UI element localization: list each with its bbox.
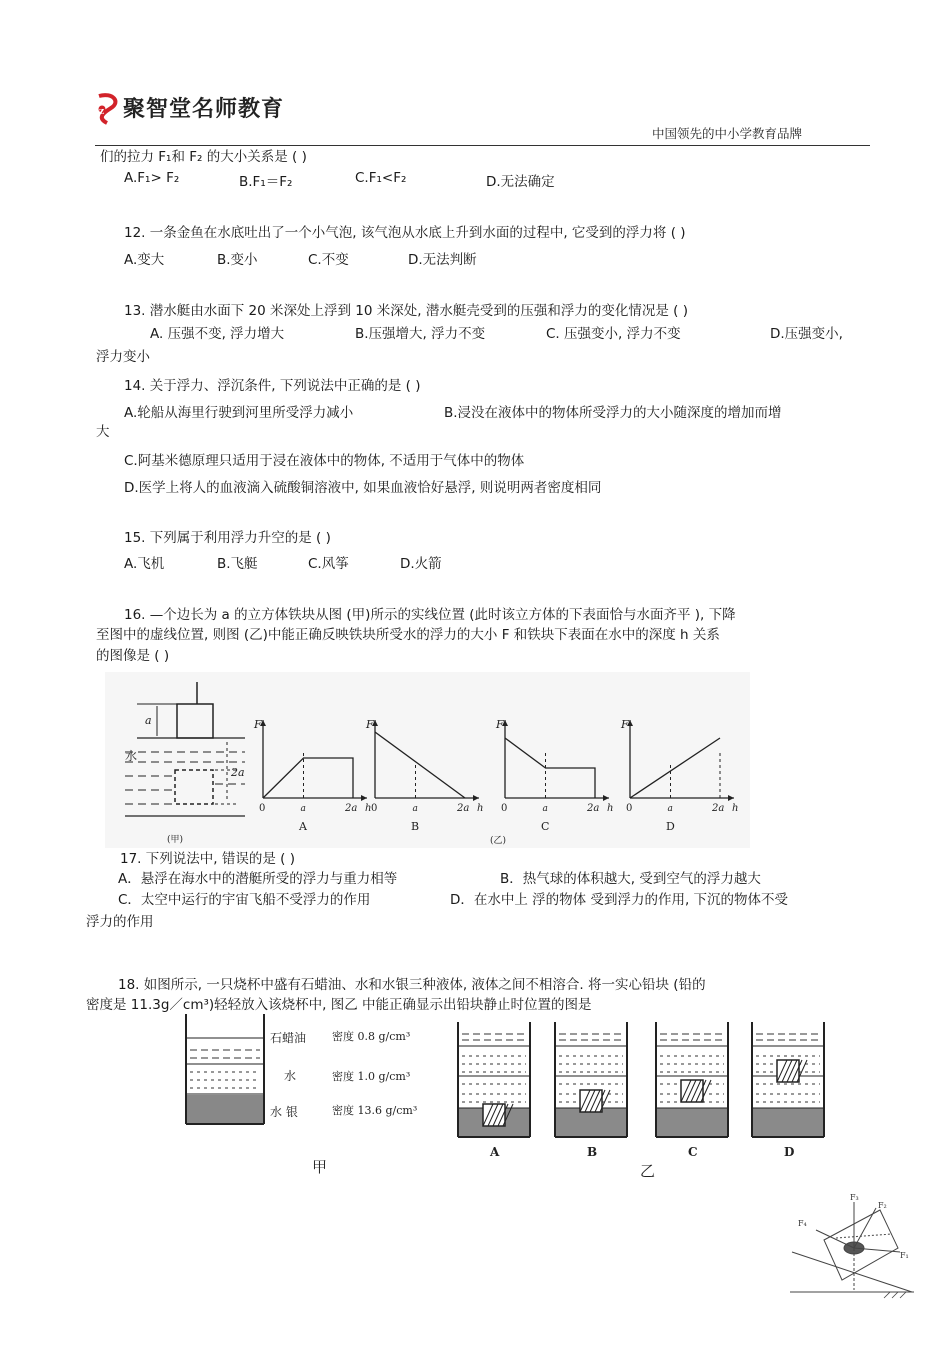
origin-label: 0	[501, 803, 508, 814]
q13-option-d: D.压强变小,	[770, 326, 843, 342]
origin-label: 0	[371, 803, 378, 814]
tick-a-label: a	[542, 804, 548, 814]
q11-stem: 们的拉力 F₁和 F₂ 的大小关系是 ( )	[100, 149, 307, 165]
q17-option-c: C．太空中运行的宇宙飞船不受浮力的作用	[118, 892, 371, 908]
q12-option-c: C.不变	[308, 252, 349, 268]
q14-option-b: B.浸没在液体中的物体所受浮力的大小随深度的增加而增	[444, 405, 782, 421]
force-f4-label: F₄	[798, 1219, 807, 1228]
q14-option-b-tail: 大	[96, 424, 110, 440]
q18-line1: 18. 如图所示, 一只烧杯中盛有石蜡油、水和水银三种液体, 液体之间不相溶合. 将一实心铅块 (铅的	[118, 977, 706, 993]
q18-beaker-d	[752, 1022, 824, 1159]
q16-jia-label: (甲)	[167, 835, 184, 845]
q15-option-c: C.风筝	[308, 556, 349, 572]
force-f1-label: F₁	[900, 1251, 909, 1260]
q16-2a-label: 2a	[231, 766, 245, 779]
q16-line2: 至图中的虚线位置, 则图 (乙)中能正确反映铁块所受水的浮力的大小 F 和铁块下表面在水中的深度 h 关系	[96, 627, 720, 643]
axis-f-label: F	[496, 718, 504, 731]
tick-a-label: a	[412, 804, 418, 814]
graph-option-label: A	[299, 820, 307, 833]
q16-figure	[105, 672, 750, 848]
beaker-option-label: C	[688, 1145, 698, 1159]
logo-swirl-icon	[93, 92, 123, 126]
q17-option-a: A．悬浮在海水中的潜艇所受的浮力与重力相等	[118, 871, 398, 887]
q16-water-label: 水	[125, 749, 138, 763]
q18-liquid-0-name: 石蜡油	[270, 1031, 307, 1045]
q18-line2: 密度是 11.3g／cm³)轻轻放入该烧杯中, 图乙 中能正确显示出铅块静止时位置的图是	[86, 997, 592, 1013]
graph-option-label: B	[411, 820, 420, 833]
q18-liquid-1-density: 密度 1.0 g/cm³	[332, 1070, 411, 1083]
q18-liquid-1-name: 水	[284, 1069, 297, 1083]
q11-option-d: D.无法确定	[486, 174, 555, 190]
q12-stem: 12. 一条金鱼在水底吐出了一个小气泡, 该气泡从水底上升到水面的过程中, 它受到的浮力将 ( )	[124, 225, 686, 241]
logo-text: 聚智堂名师教育	[123, 97, 285, 122]
force-f3-label: F₃	[850, 1193, 859, 1202]
tick-2a-label: 2a	[457, 803, 470, 814]
axis-h-label: h	[365, 803, 372, 814]
q18-beaker-c	[656, 1022, 728, 1159]
tick-2a-label: 2a	[712, 803, 725, 814]
axis-f-label: F	[366, 718, 374, 731]
q17-option-d: D．在水中上 浮的物体 受到浮力的作用, 下沉的物体不受	[450, 892, 789, 908]
graph-option-label: C	[541, 820, 550, 833]
q15-option-a: A.飞机	[124, 556, 165, 572]
q14-option-c: C.阿基米德原理只适用于浸在液体中的物体, 不适用于气体中的物体	[124, 453, 525, 469]
tick-a-label: a	[300, 804, 306, 814]
logo	[93, 92, 283, 126]
q18-beaker-a	[458, 1022, 530, 1159]
force-f2-label: F₂	[878, 1201, 887, 1210]
axis-f-label: F	[621, 718, 629, 731]
axis-h-label: h	[477, 803, 484, 814]
beaker-option-label: A	[490, 1145, 500, 1159]
origin-label: 0	[626, 803, 633, 814]
q13-option-b: B.压强增大, 浮力不变	[355, 326, 486, 342]
q15-option-d: D.火箭	[400, 556, 442, 572]
q16-line3: 的图像是 ( )	[96, 648, 170, 664]
brand-slogan: 中国领先的中小学教育品牌	[652, 126, 803, 141]
q18-jia-label: 甲	[312, 1158, 328, 1176]
mercury-layer	[753, 1108, 823, 1136]
q17-option-d-tail: 浮力的作用	[86, 914, 154, 930]
q11-option-c: C.F₁<F₂	[355, 170, 407, 186]
mercury-layer	[657, 1108, 727, 1136]
inclined-plane-figure	[788, 1190, 916, 1300]
axis-h-label: h	[732, 803, 739, 814]
q11-option-b: B.F₁＝F₂	[239, 174, 293, 190]
svg-text:z: z	[99, 107, 105, 117]
q12-option-b: B.变小	[217, 252, 258, 268]
q13-option-c: C. 压强变小, 浮力不变	[546, 326, 681, 342]
q18-liquid-0-density: 密度 0.8 g/cm³	[332, 1030, 411, 1043]
tick-2a-label: 2a	[345, 803, 358, 814]
q18-figure	[180, 1012, 830, 1182]
q13-option-d-tail: 浮力变小	[96, 349, 150, 365]
q17-stem: 17. 下列说法中, 错误的是 ( )	[120, 851, 295, 867]
q12-option-a: A.变大	[124, 252, 165, 268]
axis-f-label: F	[254, 718, 262, 731]
tick-2a-label: 2a	[587, 803, 600, 814]
q15-option-b: B.飞艇	[217, 556, 258, 572]
graph-option-label: D	[666, 820, 675, 833]
q13-option-a: A. 压强不变, 浮力增大	[150, 326, 285, 342]
q11-option-a: A.F₁> F₂	[124, 170, 180, 186]
q16-line1: 16. —个边长为 a 的立方体铁块从图 (甲)所示的实线位置 (此时该立方体的下表面恰与水面齐平 ), 下降	[124, 607, 736, 623]
tick-a-label: a	[667, 804, 673, 814]
q14-option-a: A.轮船从海里行驶到河里所受浮力减小	[124, 405, 354, 421]
q13-stem: 13. 潜水艇由水面下 20 米深处上浮到 10 米深处, 潜水艇壳受到的压强和浮力的变化情况是 ( )	[124, 303, 688, 319]
axis-h-label: h	[607, 803, 614, 814]
beaker-option-label: D	[784, 1145, 795, 1159]
q17-option-b: B．热气球的体积越大, 受到空气的浮力越大	[500, 871, 761, 887]
q16-a-label: a	[145, 714, 152, 727]
q18-liquid-2-name: 水 银	[270, 1105, 298, 1119]
q12-option-d: D.无法判断	[408, 252, 477, 268]
q18-yi-label: 乙	[640, 1162, 656, 1180]
beaker-option-label: B	[587, 1145, 598, 1159]
q18-liquid-2-density: 密度 13.6 g/cm³	[332, 1104, 418, 1117]
q16-yi-label: (乙)	[490, 836, 507, 846]
q15-stem: 15. 下列属于利用浮力升空的是 ( )	[124, 530, 331, 546]
q14-option-d: D.医学上将人的血液滴入硫酸铜溶液中, 如果血液恰好悬浮, 则说明两者密度相同	[124, 480, 602, 496]
q18-beaker-b	[555, 1022, 627, 1159]
origin-label: 0	[259, 803, 266, 814]
q14-stem: 14. 关于浮力、浮沉条件, 下列说法中正确的是 ( )	[124, 378, 421, 394]
